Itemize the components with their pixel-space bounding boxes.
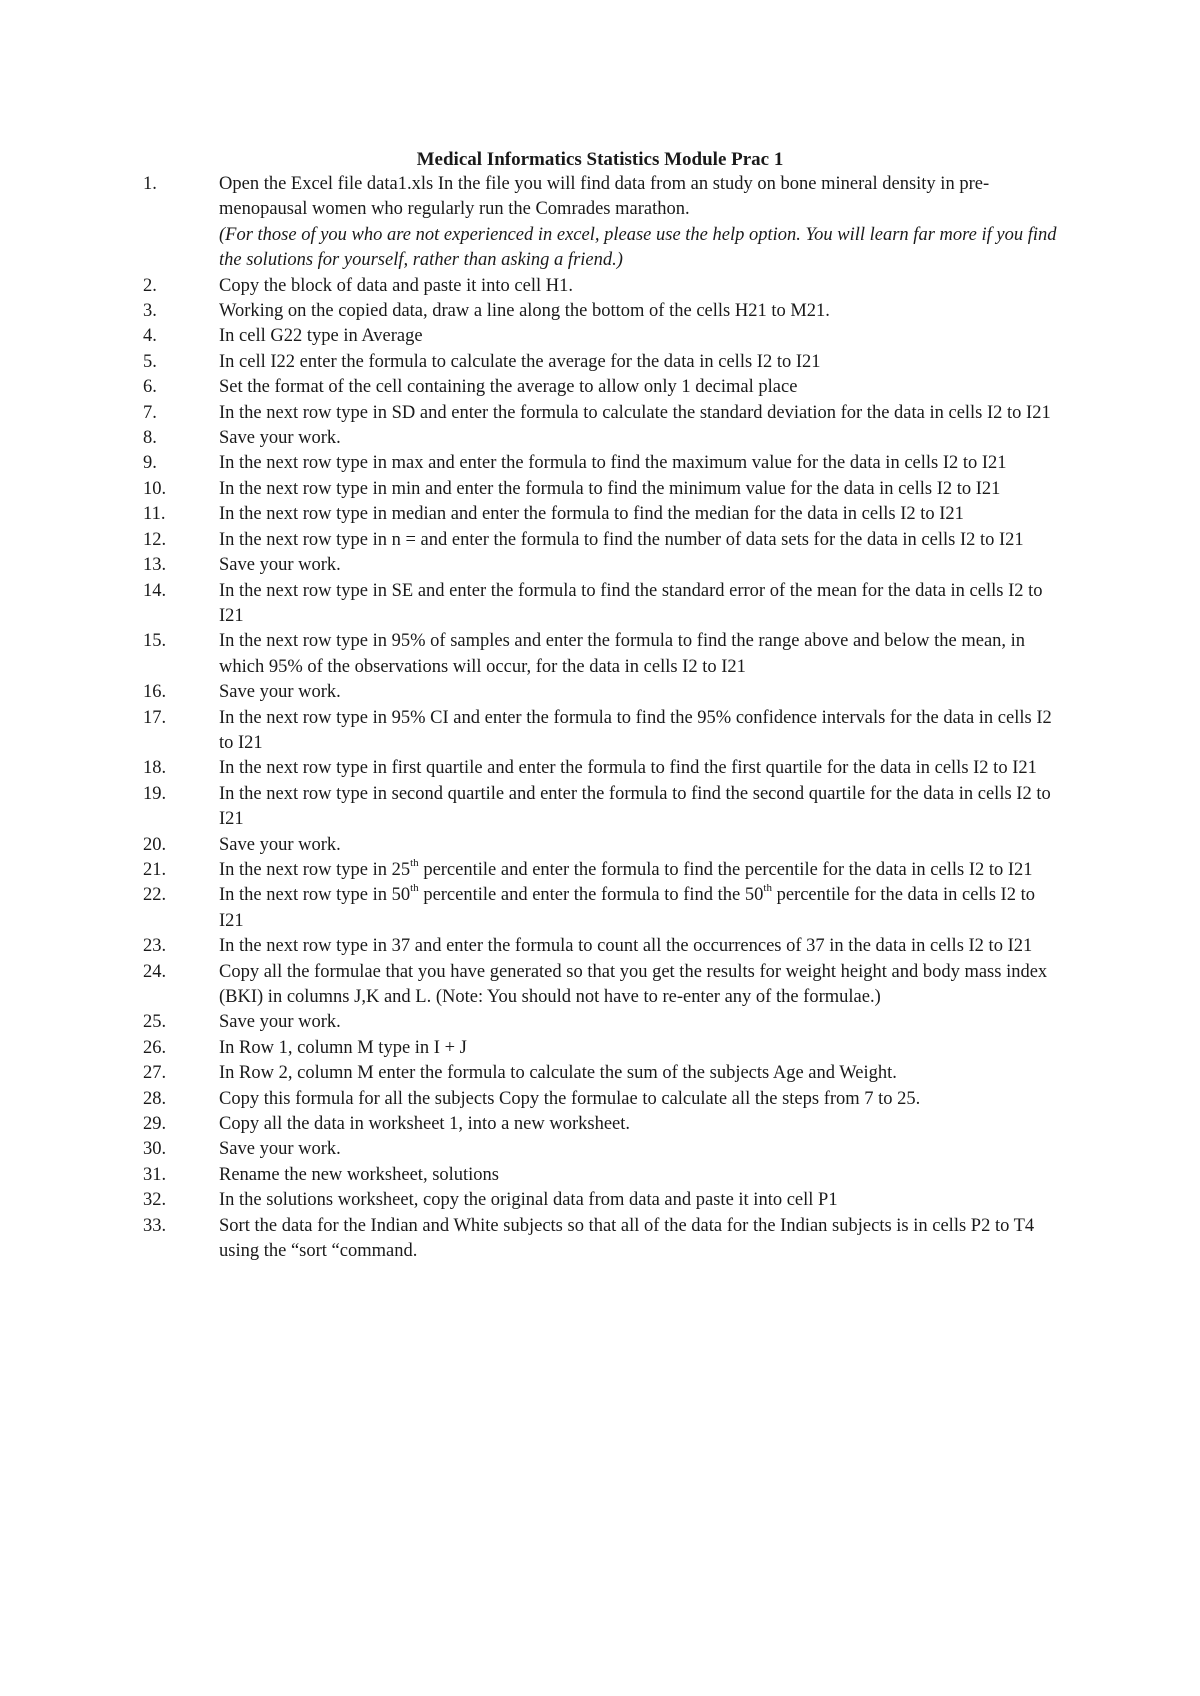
list-item — [0, 833, 1200, 858]
item-body: In the next row type in SD and enter the formula to calculate the standard deviation for the data in cells I2 to I21 — [219, 402, 1051, 423]
instruction-list — [0, 172, 1200, 1264]
item-number: 24. — [143, 961, 167, 982]
item-text — [219, 782, 1061, 833]
item-number: 1. — [143, 174, 157, 194]
item-text — [219, 553, 1061, 578]
list-item — [0, 1112, 1200, 1137]
item-text — [219, 401, 1061, 426]
item-number: 14. — [143, 580, 167, 601]
item-body: In the next row type in first quartile and enter the formula to find the first quartile for the data in cells I2 to I21 — [219, 758, 1037, 779]
item-number: 18. — [143, 758, 167, 779]
list-item — [0, 934, 1200, 959]
item-body: In the next row type in max and enter the formula to find the maximum value for the data in cells I2 to I21 — [219, 453, 1007, 474]
item-body: In Row 1, column M type in I + J — [219, 1037, 467, 1058]
list-item — [0, 1163, 1200, 1188]
item-number: 29. — [143, 1114, 167, 1135]
item-body: In the next row type in median and enter the formula to find the median for the data in cells I2 to I21 — [219, 504, 964, 525]
list-item — [0, 274, 1200, 299]
item-text — [219, 375, 1061, 400]
list-item — [0, 1036, 1200, 1061]
item-number: 32. — [143, 1190, 167, 1211]
item-body: Save your work. — [219, 1012, 341, 1033]
text-segment: In the next row type in 25 — [219, 859, 411, 880]
item-text — [219, 324, 1061, 349]
item-number: 6. — [143, 377, 157, 398]
list-item — [0, 883, 1200, 934]
list-item — [0, 477, 1200, 502]
text-segment: percentile and enter the formula to find the percentile for the data in cells I2 to I21 — [418, 859, 1033, 880]
list-item — [0, 502, 1200, 527]
item-text — [219, 1188, 1061, 1213]
item-text — [219, 477, 1061, 502]
item-text — [219, 579, 1061, 630]
item-text — [219, 451, 1061, 476]
item-number: 27. — [143, 1063, 167, 1084]
item-body: In Row 2, column M enter the formula to calculate the sum of the subjects Age and Weight. — [219, 1063, 897, 1084]
item-number: 21. — [143, 859, 167, 880]
item-number: 30. — [143, 1139, 167, 1160]
item-body: Save your work. — [219, 834, 341, 855]
item-body: In the next row type in n = and enter the formula to find the number of data sets for the data in cells I2 to I21 — [219, 529, 1024, 550]
item-text — [219, 528, 1061, 553]
item-text — [219, 350, 1061, 375]
item-text — [219, 1163, 1061, 1188]
item-number: 5. — [143, 351, 157, 372]
item-body: In the next row type in min and enter the formula to find the minimum value for the data in cells I2 to I21 — [219, 478, 1001, 499]
text-segment: In the next row type in 50 — [219, 885, 411, 906]
item-body: Save your work. — [219, 555, 341, 576]
text-segment: percentile and enter the formula to find the 50 — [418, 885, 764, 906]
list-item — [0, 680, 1200, 705]
italic-note: (For those of you who are not experienced in excel, please use the help option. You will learn far more if you find the solutions for yourself, rather than asking a friend.) — [219, 224, 1057, 271]
item-body: In cell G22 type in Average — [219, 326, 423, 347]
item-number: 3. — [143, 301, 157, 322]
item-text — [219, 1137, 1061, 1162]
item-text — [219, 833, 1061, 858]
item-body: In the next row type in second quartile and enter the formula to find the second quartile for the data in cells I2 to I21 — [219, 783, 1051, 830]
item-body: Rename the new worksheet, solutions — [219, 1164, 500, 1185]
item-number: 26. — [143, 1037, 167, 1058]
list-item — [0, 1087, 1200, 1112]
item-text — [219, 858, 1061, 883]
item-text — [219, 706, 1061, 757]
item-body: Sort the data for the Indian and White subjects so that all of the data for the Indian subjects is in cells P2 to T4 using the “sort “command. — [219, 1215, 1035, 1262]
item-body: In the next row type in 95% CI and enter the formula to find the 95% confidence intervals for the data in cells I2 to I21 — [219, 707, 1052, 753]
item-text — [219, 756, 1061, 781]
list-item — [0, 1010, 1200, 1035]
list-item — [0, 1061, 1200, 1086]
item-text — [219, 629, 1061, 680]
ordinal-superscript: th — [763, 882, 772, 895]
item-number: 13. — [143, 555, 167, 576]
item-body: Copy all the formulae that you have generated so that you get the results for weight height and body mass index (BKI) in columns J,K and L. (Note: You should not have to re-enter any of the formulae.) — [219, 961, 1048, 1007]
item-body: In cell I22 enter the formula to calculate the average for the data in cells I2 to I21 — [219, 351, 821, 372]
item-number: 10. — [143, 478, 167, 499]
list-item — [0, 960, 1200, 1011]
list-item — [0, 426, 1200, 451]
list-item — [0, 1188, 1200, 1213]
item-number: 19. — [143, 783, 167, 804]
item-text — [219, 883, 1061, 934]
item-number: 33. — [143, 1215, 167, 1236]
item-body: In the solutions worksheet, copy the original data from data and paste it into cell P1 — [219, 1190, 838, 1211]
item-text — [219, 1036, 1061, 1061]
list-item — [0, 375, 1200, 400]
item-number: 31. — [143, 1164, 167, 1185]
item-text — [219, 502, 1061, 527]
item-number: 25. — [143, 1012, 167, 1033]
item-number: 7. — [143, 402, 157, 423]
list-item — [0, 706, 1200, 757]
item-body: Copy the block of data and paste it into cell H1. — [219, 275, 573, 296]
item-text — [219, 274, 1061, 299]
list-item — [0, 172, 1200, 274]
list-item — [0, 858, 1200, 883]
list-item — [0, 451, 1200, 476]
item-text — [219, 1214, 1061, 1265]
item-body: Copy all the data in worksheet 1, into a new worksheet. — [219, 1114, 631, 1135]
item-number: 28. — [143, 1088, 167, 1109]
item-body: Save your work. — [219, 428, 341, 449]
list-item — [0, 299, 1200, 324]
item-body: Copy this formula for all the subjects Copy the formulae to calculate all the steps from 7 to 25. — [219, 1088, 921, 1109]
ordinal-superscript: th — [410, 882, 419, 895]
item-body: Set the format of the cell containing the average to allow only 1 decimal place — [219, 377, 798, 398]
list-item — [0, 553, 1200, 578]
item-number: 20. — [143, 834, 167, 855]
ordinal-superscript: th — [410, 856, 419, 869]
list-item — [0, 629, 1200, 680]
item-number: 17. — [143, 707, 167, 728]
item-number: 11. — [143, 504, 166, 525]
list-item — [0, 528, 1200, 553]
list-item — [0, 1137, 1200, 1162]
item-body: In the next row type in 37 and enter the formula to count all the occurrences of 37 in the data in cells I2 to I21 — [219, 936, 1033, 957]
item-body: Save your work. — [219, 682, 341, 703]
list-item — [0, 401, 1200, 426]
list-item — [0, 782, 1200, 833]
item-number: 16. — [143, 682, 167, 703]
item-number: 2. — [143, 275, 157, 296]
item-body: Working on the copied data, draw a line along the bottom of the cells H21 to M21. — [219, 301, 830, 322]
list-item — [0, 350, 1200, 375]
item-number: 23. — [143, 936, 167, 957]
item-text — [219, 172, 1061, 274]
item-body: Open the Excel file data1.xls In the file you will find data from an study on bone mineral density in pre-menopausal women who regularly run the Comrades marathon. — [219, 174, 990, 220]
item-text — [219, 934, 1061, 959]
item-body: In the next row type in SE and enter the formula to find the standard error of the mean for the data in cells I2 to I21 — [219, 580, 1043, 626]
item-body: In the next row type in 95% of samples and enter the formula to find the range above and below the mean, in which 95% of the observations will occur, for the data in cells I2 to I21 — [219, 631, 1026, 677]
item-number: 15. — [143, 631, 167, 652]
list-item — [0, 756, 1200, 781]
item-text — [219, 1112, 1061, 1137]
item-number: 22. — [143, 885, 167, 906]
text-segment: percentile for the data in cells I2 to I21 — [219, 885, 1035, 931]
item-number: 9. — [143, 453, 157, 474]
item-number: 12. — [143, 529, 167, 550]
item-number: 8. — [143, 428, 157, 449]
item-text — [219, 680, 1061, 705]
item-text — [219, 1087, 1061, 1112]
list-item — [0, 579, 1200, 630]
item-text — [219, 960, 1061, 1011]
item-number: 4. — [143, 326, 157, 347]
page-title: Medical Informatics Statistics Module Prac 1 — [416, 149, 784, 170]
list-item — [0, 1214, 1200, 1265]
item-text — [219, 1061, 1061, 1086]
item-text — [219, 299, 1061, 324]
item-body: Save your work. — [219, 1139, 341, 1160]
list-item — [0, 324, 1200, 349]
item-text — [219, 1010, 1061, 1035]
item-text — [219, 426, 1061, 451]
